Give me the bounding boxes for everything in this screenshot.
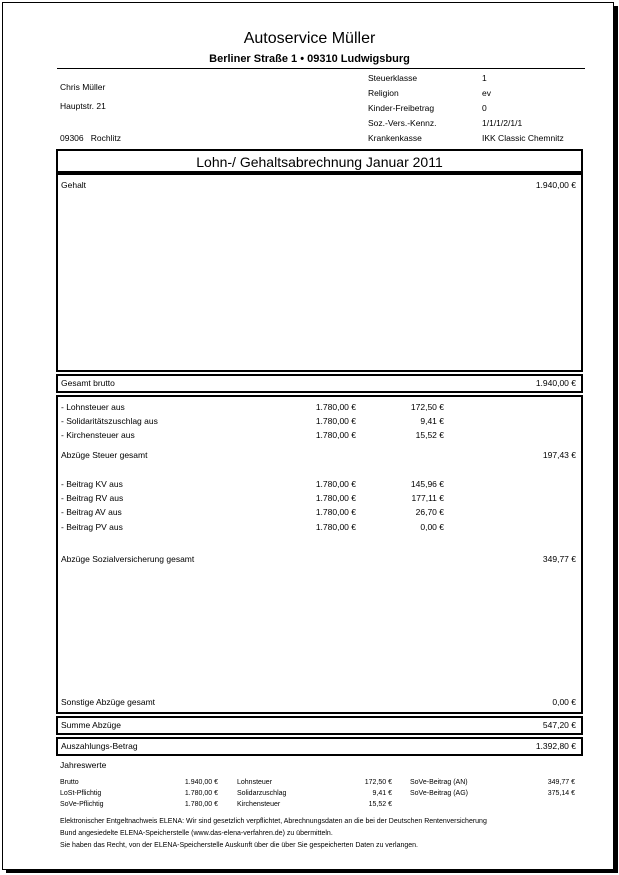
income-box — [56, 173, 583, 372]
gross-amount: 1.940,00 € — [535, 378, 576, 388]
annual-value: 375,14 € — [547, 790, 575, 797]
employee-city: 09306 Rochlitz — [60, 133, 121, 143]
employee-name: Chris Müller — [60, 82, 106, 92]
tax-info-label: Kinder-Freibetrag — [368, 103, 435, 113]
annual-label: SoVe-Pflichtig — [60, 801, 104, 808]
annual-label: Brutto — [60, 779, 79, 786]
sum-deductions-label: Summe Abzüge — [61, 720, 122, 730]
annual-value: 172,50 € — [364, 779, 392, 786]
deduction-amount: 145,96 € — [410, 479, 444, 489]
footer-line: Sie haben das Recht, von der ELENA-Speicherstelle Auskunft über die über Sie gespeicherten Daten zu verlangen. — [60, 842, 418, 849]
statement-title: Lohn-/ Gehaltsabrechnung Januar 2011 — [196, 154, 443, 170]
social-total-amount: 349,77 € — [542, 554, 576, 564]
deduction-label: - Kirchensteuer aus — [61, 430, 135, 440]
deduction-base: 1.780,00 € — [315, 430, 356, 440]
tax-info-value: 1/1/1/2/1/1 — [482, 118, 523, 128]
company-name: Autoservice Müller — [243, 30, 376, 47]
other-total-label: Sonstige Abzüge gesamt — [61, 697, 156, 707]
deduction-base: 1.780,00 € — [315, 402, 356, 412]
deduction-label: - Beitrag PV aus — [61, 522, 123, 532]
employee-street: Hauptstr. 21 — [60, 101, 106, 111]
annual-value: 1.780,00 € — [184, 790, 218, 797]
deduction-base: 1.780,00 € — [315, 416, 356, 426]
income-amount: 1.940,00 € — [535, 180, 576, 190]
tax-info-label: Krankenkasse — [368, 133, 422, 143]
deduction-label: - Beitrag KV aus — [61, 479, 123, 489]
annual-heading: Jahreswerte — [60, 760, 107, 770]
deduction-amount: 26,70 € — [415, 507, 444, 517]
annual-value: 15,52 € — [368, 801, 392, 808]
deduction-label: - Beitrag RV aus — [61, 493, 124, 503]
tax-total-label: Abzüge Steuer gesamt — [61, 450, 148, 460]
tax-info-label: Religion — [368, 88, 399, 98]
deduction-amount: 15,52 € — [415, 430, 444, 440]
sum-deductions-amount: 547,20 € — [542, 720, 576, 730]
annual-value: 9,41 € — [372, 790, 392, 797]
footer-line: Elektronischer Entgeltnachweis ELENA: Wir sind gesetzlich verpflichtet, Abrechnungsdaten an die bei der Deutschen Rentenversicherung — [60, 818, 487, 825]
annual-value: 1.780,00 € — [184, 801, 218, 808]
annual-label: Lohnsteuer — [237, 779, 273, 786]
tax-info-value: IKK Classic Chemnitz — [482, 133, 564, 143]
annual-label: SoVe-Beitrag (AN) — [410, 779, 468, 786]
annual-label: Solidarzuschlag — [237, 790, 287, 797]
annual-value: 1.940,00 € — [184, 779, 218, 786]
annual-label: LoSt-Pflichtig — [60, 790, 102, 797]
deduction-base: 1.780,00 € — [315, 507, 356, 517]
deduction-base: 1.780,00 € — [315, 522, 356, 532]
payout-label: Auszahlungs-Betrag — [61, 741, 138, 751]
payout-amount: 1.392,80 € — [535, 741, 576, 751]
header-divider — [57, 68, 585, 69]
deduction-base: 1.780,00 € — [315, 493, 356, 503]
company-address: Berliner Straße 1 • 09310 Ludwigsburg — [209, 53, 410, 65]
deduction-label: - Solidaritätszuschlag aus — [61, 416, 158, 426]
deduction-amount: 9,41 € — [420, 416, 444, 426]
deduction-base: 1.780,00 € — [315, 479, 356, 489]
deduction-label: - Beitrag AV aus — [61, 507, 122, 517]
income-label: Gehalt — [61, 180, 87, 190]
gross-label: Gesamt brutto — [61, 378, 115, 388]
deduction-amount: 177,11 € — [411, 493, 444, 503]
tax-info-value: ev — [482, 88, 491, 98]
tax-info-value: 0 — [482, 103, 487, 113]
annual-label: SoVe-Beitrag (AG) — [410, 790, 468, 797]
annual-value: 349,77 € — [547, 779, 575, 786]
tax-info-label: Steuerklasse — [368, 73, 418, 83]
other-total-amount: 0,00 € — [552, 697, 576, 707]
tax-info-value: 1 — [482, 73, 487, 83]
deduction-amount: 0,00 € — [420, 522, 444, 532]
tax-total-amount: 197,43 € — [542, 450, 576, 460]
footer-line: Bund angesiedelte ELENA-Speicherstelle (www.das-elena-verfahren.de) zu übermitteln. — [60, 830, 333, 837]
social-total-label: Abzüge Sozialversicherung gesamt — [61, 554, 195, 564]
tax-info-label: Soz.-Vers.-Kennz. — [368, 118, 437, 128]
deduction-label: - Lohnsteuer aus — [61, 402, 125, 412]
annual-label: Kirchensteuer — [237, 801, 281, 808]
page-shadow-right — [614, 6, 618, 872]
deduction-amount: 172,50 € — [410, 402, 444, 412]
